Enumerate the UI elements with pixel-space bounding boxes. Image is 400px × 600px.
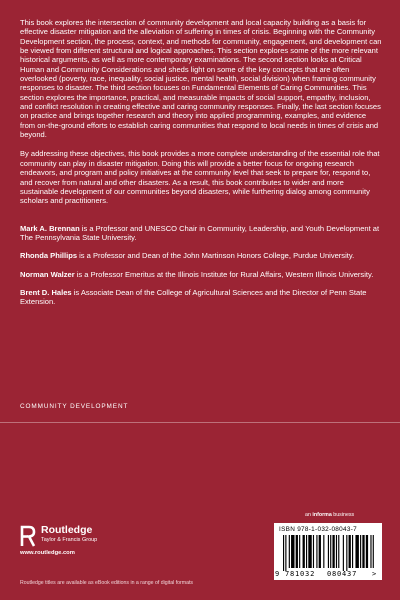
author-bio-hales — [20, 288, 382, 307]
isbn-number: ISBN 978-1-032-08043-7 — [279, 526, 358, 533]
author-bio-text: is Associate Dean of the College of Agricultural Sciences and the Director of Penn State Extension. — [20, 287, 367, 307]
barcode-digits-right: 080437 — [327, 570, 358, 578]
barcode-bar — [330, 535, 331, 568]
barcode-bar — [349, 535, 351, 568]
barcode-bar — [352, 535, 353, 568]
barcode-bar — [355, 535, 358, 568]
barcode-bar — [296, 535, 298, 568]
author-name: Rhonda Phillips — [20, 251, 78, 261]
barcode-bar — [313, 535, 314, 568]
author-bio-text: is a Professor and Dean of the John Martinson Honors College, Purdue University. — [77, 251, 355, 261]
description-paragraph-2: By addressing these objectives, this book provides a more complete understanding of the essential role that community can play in disaster mitigation. Doing this will provide a better focus for ongoing research endeavors, and program and policy initiatives at the community level that seek to prepare for, respond to, and recover from natural and other disasters. As a result, this book contributes to wider and more sustainable development of our communities beyond disasters, while furthering dialog among community scholars and practitioners. — [20, 149, 380, 206]
cover-text — [20, 18, 382, 316]
ebook-note: Routledge titles are available as eBook editions in a range of digital formats — [20, 580, 194, 586]
barcode-bar — [285, 535, 286, 571]
barcode-digit-first: 9 — [275, 570, 280, 578]
barcode-bar — [323, 535, 324, 568]
author-bio-phillips — [20, 251, 382, 260]
barcode-bar — [360, 535, 361, 568]
barcode-bar — [366, 535, 368, 568]
barcode-bar — [316, 535, 317, 568]
description-paragraph-1: This book explores the intersection of community development and local capacity building as a basis for effective disaster mitigation and the alleviation of suffering in times of crisis. Beginning with the Community Development section, the process, context, and methods for community, engagement, and development can be viewed from different structural and logical approaches. This section explores some of the more relevant historical arguments, as well as more contemporary examinations. The second section looks at Critical Human and Community Considerations and sheds light on some of the key concepts that are often overlooked (poverty, race, inequality, social justice, mental health, social division) when framing community responses to disaster. The third section focuses on Fundamental Elements of Caring Communities. This section explores the importance, practical, and measurable impacts of social support, empathy, inclusion, and conflict resolution in creating effective and caring community responses. Finally, the last section focuses on practice and brings together research and theory into applied programming, examples, and evidence from on-the-ground efforts to establish caring communities that respond to local needs in times of crisis and beyond. — [20, 18, 382, 140]
barcode-bar — [343, 535, 344, 571]
publisher-url: www.routledge.com — [20, 550, 75, 556]
subject-category: COMMUNITY DEVELOPMENT — [20, 403, 129, 410]
barcode-bar — [338, 535, 339, 568]
barcode-bar — [332, 535, 334, 568]
barcode-bar — [319, 535, 321, 568]
author-bio-walzer — [20, 270, 382, 279]
isbn-barcode-panel — [274, 523, 382, 580]
publisher-group: Taylor & Francis Group — [41, 537, 98, 543]
barcode-caret: > — [372, 570, 377, 578]
informa-business-label: an informa business — [305, 512, 355, 518]
barcode-bar — [306, 535, 307, 568]
author-bio-brennan — [20, 224, 382, 243]
informa-logo: informa — [312, 512, 332, 518]
barcode-bar — [373, 535, 374, 568]
author-bio-text: is a Professor Emeritus at the Illinois Institute for Rural Affairs, Western Illinois University. — [74, 269, 374, 279]
author-name: Norman Walzer — [20, 269, 75, 279]
barcode — [279, 535, 377, 571]
author-name: Brent D. Hales — [20, 287, 72, 297]
barcode-bar — [308, 535, 311, 568]
barcode-bar — [346, 535, 347, 571]
barcode-bar — [303, 535, 305, 568]
publisher-name: Routledge — [41, 524, 93, 536]
author-bio-text: is a Professor and UNESCO Chair in Community, Leadership, and Youth Development at The Pennsylvania State University. — [20, 223, 380, 242]
barcode-bar — [362, 535, 364, 568]
publisher-logo — [20, 522, 140, 562]
routledge-r-icon — [20, 525, 36, 547]
barcode-bar — [328, 535, 329, 568]
divider — [0, 422, 400, 423]
barcode-digits — [274, 570, 382, 580]
barcode-bar — [370, 535, 371, 568]
author-name: Mark A. Brennan — [20, 223, 80, 233]
barcode-bar — [336, 535, 337, 568]
barcode-bar — [289, 535, 290, 568]
barcode-bar — [283, 535, 284, 571]
barcode-bar — [299, 535, 300, 568]
barcode-bar — [291, 535, 294, 568]
barcode-digits-left: 781032 — [285, 570, 316, 578]
